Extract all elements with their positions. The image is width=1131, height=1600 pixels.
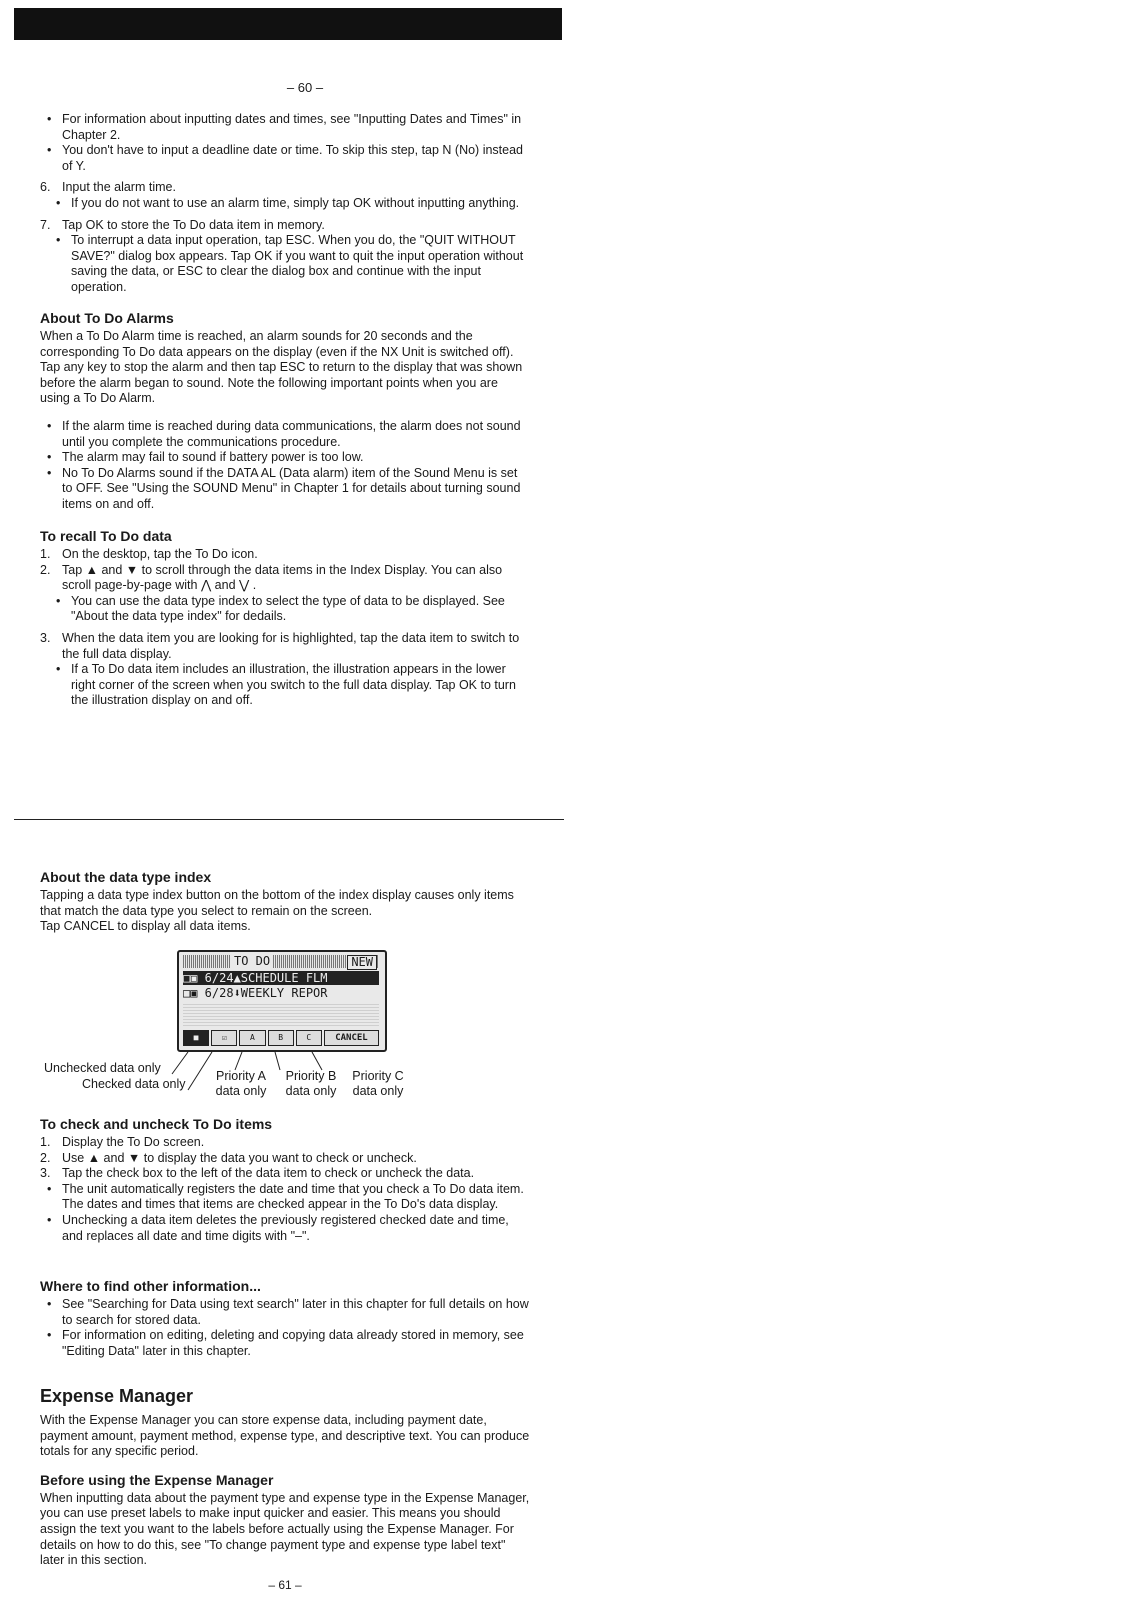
expense-para: With the Expense Manager you can store expense data, including payment date, payment amount, payment method, expense type, and descriptive text. You can produce totals for any specific period.: [40, 1413, 530, 1459]
check-step-1: 1. Display the To Do screen.: [40, 1135, 205, 1149]
page-number-top: – 60 –: [286, 80, 324, 95]
priority-b-button[interactable]: B: [268, 1030, 294, 1046]
priority-a-button[interactable]: A: [239, 1030, 265, 1046]
step-7: 7. Tap OK to store the To Do data item in memory. • To interrupt a data input operation, tap ESC. When you do, the "QUIT WITHOUT SAVE?" dialog box appears. Tap OK if you want to quit the input operation without saving the data, or ESC to clear the dialog box and continue with the input operation.: [40, 218, 530, 296]
recall-bullet: • If a To Do data item includes an illustration, the illustration appears in the lower right corner of the screen when you switch to the full data display. Tap OK to turn the illustration display on and off.: [49, 662, 530, 709]
lcd-row[interactable]: □▣ 6/28⬇WEEKLY REPOR: [183, 986, 328, 1000]
caption-priority-a: Priority A data only: [215, 1069, 267, 1098]
expense-section: [40, 1386, 530, 1569]
page-number-bottom: – 61 –: [268, 1578, 302, 1592]
before-expense-heading: Before using the Expense Manager: [40, 1471, 274, 1488]
alarms-bullet: • The alarm may fail to sound if battery power is too low.: [40, 450, 530, 466]
alarms-para: When a To Do Alarm time is reached, an alarm sounds for 20 seconds and the corresponding To Do data appears on the display (even if the NX Unit is switched off). Tap any key to stop the alarm and then tap ESC to return to the display that was shown before the alarm began to sound. Note the following important points when you are using a To Do Alarm.: [40, 329, 523, 406]
bullet-interrupt: • To interrupt a data input operation, tap ESC. When you do, the "QUIT WITHOUT SAVE?" dialog box appears. Tap OK if you want to quit the input operation without saving the data, or ESC to clear the dialog box and continue with the input operation.: [49, 233, 530, 295]
alarms-heading: About To Do Alarms: [40, 310, 174, 326]
where-bullet: • For information on editing, deleting and copying data already stored in memory, see "Editing Data" later in this chapter.: [40, 1328, 530, 1359]
before-expense-para: When inputting data about the payment type and expense type in the Expense Manager, you can use preset labels to make input quicker and easier. This means you should assign the text you want to the labels before actually using the Expense Manager. For details on how to do this, see "To change payment type and expense type label text" later in this section.: [40, 1490, 530, 1568]
where-bullet: • See "Searching for Data using text search" later in this chapter for full details on how to search for stored data.: [40, 1297, 530, 1328]
check-bullet: • The unit automatically registers the date and time that you check a To Do data item. The dates and times that items are checked appear in the To Do's data display.: [40, 1182, 530, 1213]
step-6: 6. Input the alarm time. • If you do not want to use an alarm time, simply tap OK without inputting anything.: [40, 180, 530, 211]
recall-step-3: 3. When the data item you are looking for is highlighted, tap the data item to switch to the full data display. • If a To Do data item includes an illustration, the illustration appears in the lower right corner of the screen when you switch to the full data display. Tap OK to turn the illustration display on and off.: [40, 631, 530, 709]
bullet-alarm-skip: • If you do not want to use an alarm time, simply tap OK without inputting anything.: [49, 196, 530, 212]
check-step-3: 3. Tap the check box to the left of the data item to check or uncheck the data.: [40, 1166, 475, 1181]
alarms-bullet: • No To Do Alarms sound if the DATA AL (Data alarm) item of the Sound Menu is set to OFF. See "Using the SOUND Menu" in Chapter 1 for details about turning sound items on and off.: [40, 466, 530, 513]
index-para-cancel: Tap CANCEL to display all data items.: [40, 919, 251, 934]
check-heading: To check and uncheck To Do items: [40, 1116, 273, 1132]
lcd-new-button[interactable]: NEW: [347, 955, 377, 970]
expense-heading: Expense Manager: [40, 1386, 194, 1406]
lcd-title: TO DO: [231, 955, 273, 968]
recall-step-1: 1. On the desktop, tap the To Do icon.: [40, 547, 258, 561]
lcd-row-selected[interactable]: □▣ 6/24▲SCHEDULE FLM: [183, 971, 379, 985]
caption-unchecked: Unchecked data only: [44, 1061, 161, 1075]
unchecked-index-button[interactable]: ■: [183, 1030, 209, 1046]
check-bullet: • Unchecking a data item deletes the previously registered checked date and time, and replaces all date and time digits with "–".: [40, 1213, 530, 1244]
priority-c-button[interactable]: C: [296, 1030, 322, 1046]
check-step-2: 2. Use ▲ and ▼ to display the data you want to check or uncheck.: [40, 1150, 417, 1165]
index-heading: About the data type index: [40, 869, 212, 885]
cancel-index-button[interactable]: CANCEL: [324, 1030, 379, 1046]
caption-priority-b: Priority B data only: [285, 1069, 337, 1098]
index-para: Tapping a data type index button on the bottom of the index display causes only items that match the data type you select to remain on the screen.: [40, 888, 514, 918]
checked-index-button[interactable]: ☑: [211, 1030, 237, 1046]
recall-step-2: 2. Tap ▲ and ▼ to scroll through the data items in the Index Display. You can also scroll page-by-page with ⋀ and ⋁ . • You can use the data type index to select the type of data to be displayed. See "About the data type index" for dedails.: [40, 563, 530, 625]
recall-bullet: • You can use the data type index to select the type of data to be displayed. See "About the data type index" for dedails.: [49, 594, 530, 625]
bullet-deadline: • You don't have to input a deadline date or time. To skip this step, tap N (No) instead of Y.: [40, 143, 530, 174]
bullet-dates: • For information about inputting dates and times, see "Inputting Dates and Times" in Chapter 2.: [40, 112, 530, 143]
where-heading: Where to find other information...: [40, 1278, 261, 1294]
check-section: [40, 1116, 530, 1244]
where-section: [40, 1278, 530, 1359]
alarms-bullet: • If the alarm time is reached during data communications, the alarm does not sound until you complete the communications procedure.: [40, 419, 530, 450]
recall-heading: To recall To Do data: [40, 528, 172, 544]
caption-priority-c: Priority C data only: [352, 1069, 404, 1098]
caption-checked: Checked data only: [82, 1077, 186, 1091]
